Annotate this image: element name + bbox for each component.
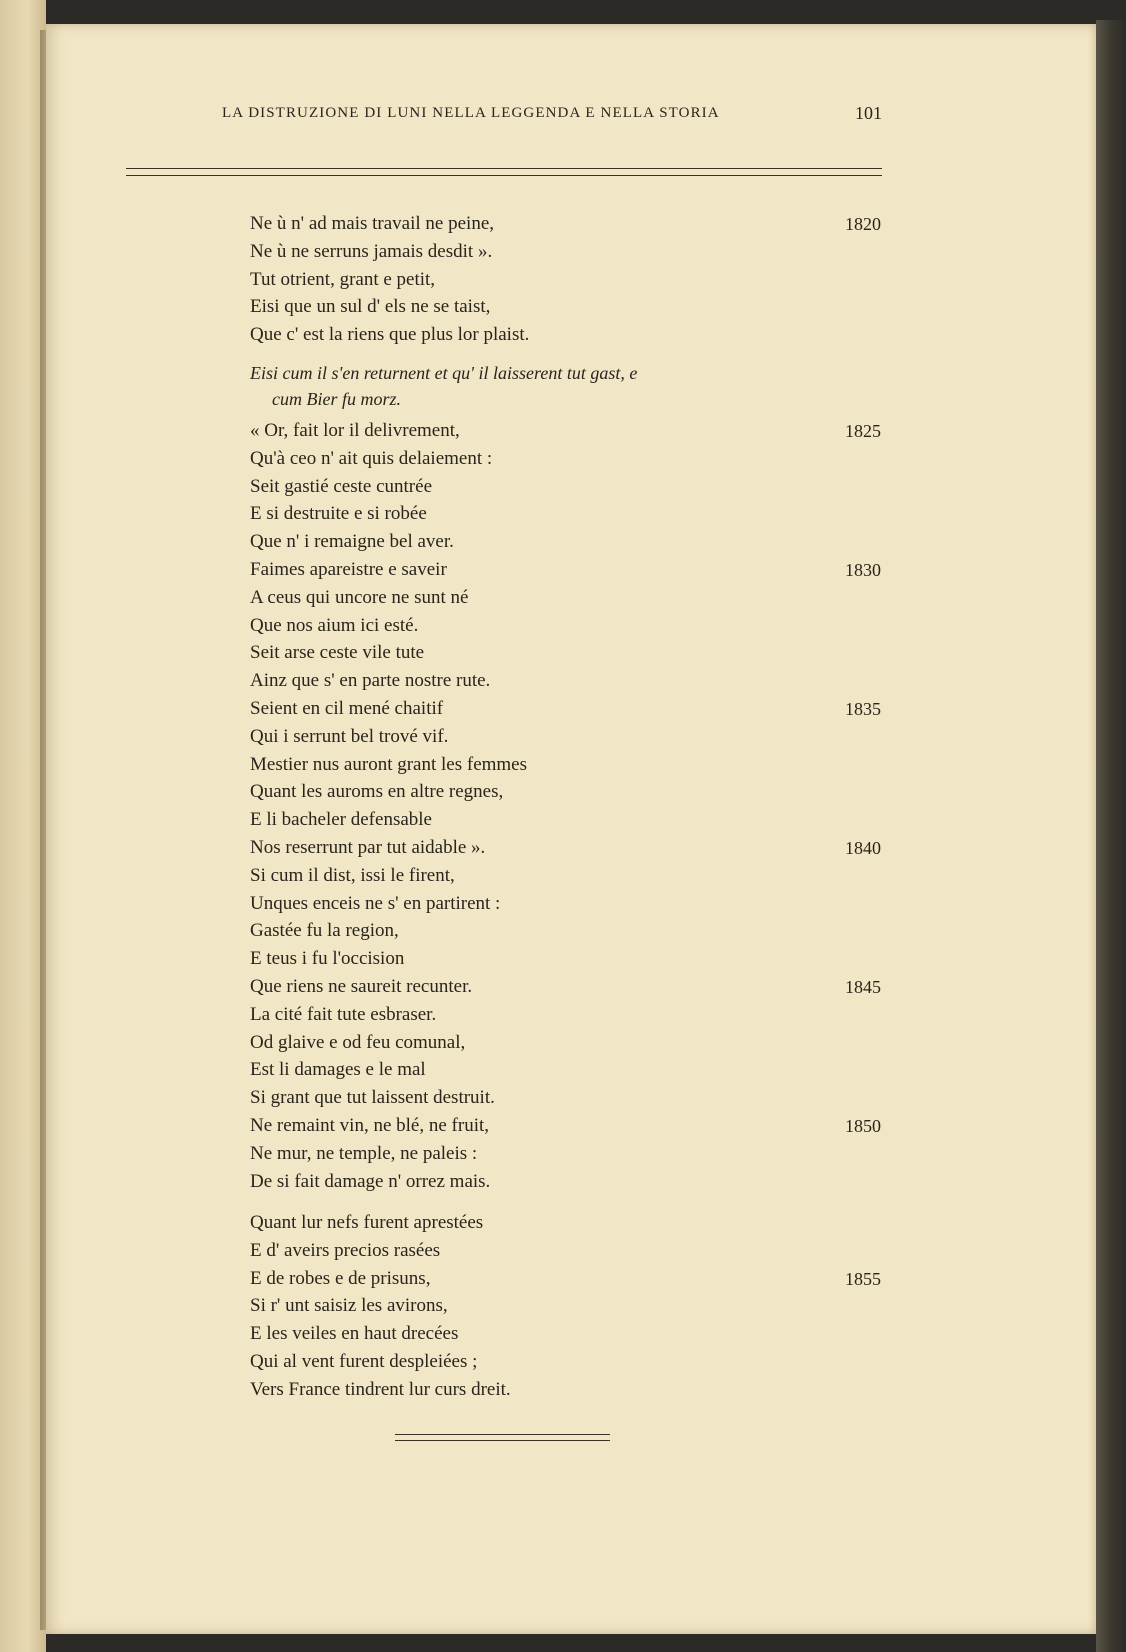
verse-text: Ne remaint vin, ne blé, ne fruit, — [250, 1115, 490, 1136]
verse-text: Quant lur nefs furent aprestées — [250, 1212, 484, 1233]
verse-line — [0, 1057, 1126, 1083]
verse-line — [0, 294, 1126, 320]
page-number: 101 — [855, 103, 882, 123]
verse-text: Qu'à ceo n' ait quis delaiement : — [250, 447, 493, 469]
verse-text: Ne ù n' ad mais travail ne peine, — [250, 213, 495, 234]
verse-line — [0, 529, 1126, 555]
verse-line — [0, 1266, 1126, 1292]
verse-line — [0, 640, 1126, 666]
verse-line — [0, 239, 1126, 265]
verse-line — [0, 863, 1126, 889]
verse-text: Od glaive e od feu comunal, — [250, 1031, 466, 1053]
end-double-rule — [395, 1434, 610, 1441]
verse-line — [0, 501, 1126, 527]
verse-line — [0, 1321, 1126, 1347]
verse-text: Que c' est la riens que plus lor plaist. — [250, 324, 530, 346]
verse-text: Quant les auroms en altre regnes, — [250, 781, 504, 803]
verse-text: Seit gastié ceste cuntrée — [250, 475, 433, 497]
verse-line — [0, 779, 1126, 805]
verse-line — [0, 946, 1126, 972]
verse-line — [0, 1030, 1126, 1056]
verse-line — [0, 918, 1126, 944]
verse-line — [0, 1141, 1126, 1167]
verse-line — [0, 557, 1126, 583]
verse-text: A ceus qui uncore ne sunt né — [250, 586, 469, 608]
verse-text: Que riens ne saureit recunter. — [250, 976, 473, 997]
verse-text: Qui i serrunt bel trové vif. — [250, 725, 449, 747]
line-number: 1855 — [845, 1268, 881, 1289]
verse-text: Si cum il dist, issi le firent, — [250, 864, 455, 886]
verse-line — [0, 891, 1126, 917]
verse-line — [0, 1377, 1126, 1403]
verse-line — [0, 1113, 1126, 1139]
verse-line — [0, 835, 1126, 861]
verse-text: De si fait damage n' orrez mais. — [250, 1170, 491, 1192]
verse-text: Si r' unt saisiz les avirons, — [250, 1295, 448, 1317]
verse-text: Nos reserrunt par tut aidable ». — [250, 837, 486, 858]
verse-text: Seit arse ceste vile tute — [250, 642, 425, 664]
verse-text: E li bacheler defensable — [250, 809, 432, 831]
line-number: 1835 — [845, 699, 881, 719]
verse-text: E d' aveirs precios rasées — [250, 1239, 441, 1261]
verse-text: Qui al vent furent despleiées ; — [250, 1351, 478, 1372]
verse-text: Que nos aium ici esté. — [250, 614, 419, 636]
verse-line — [0, 474, 1126, 500]
page-header — [172, 105, 882, 131]
verse-line — [0, 724, 1126, 750]
verse-text: Ainz que s' en parte nostre rute. — [250, 670, 491, 692]
verse-text: Si grant que tut laissent destruit. — [250, 1087, 495, 1109]
line-number: 1825 — [845, 421, 881, 441]
prose-line-1: Eisi cum il s'en returnent et qu' il laisserent tut gast, e — [250, 363, 638, 383]
verse-line — [0, 752, 1126, 778]
prose-rubric — [250, 360, 810, 412]
verse-line — [0, 974, 1126, 1000]
header-double-rule — [126, 168, 882, 176]
verse-line — [0, 613, 1126, 639]
verse-text: E les veiles en haut drecées — [250, 1323, 459, 1345]
verse-line — [0, 668, 1126, 694]
verse-text: Que n' i remaigne bel aver. — [250, 531, 454, 553]
verse-text: Seient en cil mené chaitif — [250, 698, 444, 719]
verse-line — [0, 585, 1126, 611]
verse-line — [0, 1169, 1126, 1195]
verse-line — [0, 696, 1126, 722]
verse-text: Tut otrient, grant e petit, — [250, 268, 436, 290]
verse-text: E si destruite e si robée — [250, 503, 427, 525]
verse-line — [0, 1238, 1126, 1264]
line-number: 1840 — [845, 838, 881, 858]
verse-line — [0, 211, 1126, 237]
verse-text: E de robes e de prisuns, — [250, 1267, 431, 1289]
verse-text: Unques enceis ne s' en partirent : — [250, 892, 501, 914]
verse-line — [0, 322, 1126, 348]
verse-text: La cité fait tute esbraser. — [250, 1003, 437, 1025]
verse-line — [0, 1210, 1126, 1236]
line-number: 1845 — [845, 977, 881, 997]
verse-line — [0, 1293, 1126, 1319]
verse-line — [0, 1002, 1126, 1028]
verse-text: Faimes apareistre e saveir — [250, 559, 447, 580]
verse-text: E teus i fu l'occision — [250, 948, 405, 970]
line-number: 1820 — [845, 214, 881, 234]
verse-text: Est li damages e le mal — [250, 1059, 426, 1081]
verse-line — [0, 1349, 1126, 1375]
verse-text: Ne ù ne serruns jamais desdit ». — [250, 240, 493, 262]
verse-text: Gastée fu la region, — [250, 920, 399, 942]
line-number: 1830 — [845, 560, 881, 580]
verse-text: Vers France tindrent lur curs dreit. — [250, 1378, 511, 1400]
verse-line — [0, 418, 1126, 444]
verse-line — [0, 446, 1126, 472]
verse-line — [0, 807, 1126, 833]
running-title: LA DISTRUZIONE DI LUNI NELLA LEGGENDA E NELLA STORIA — [222, 105, 720, 121]
verse-line — [0, 1085, 1126, 1111]
verse-line — [0, 267, 1126, 293]
verse-text: Eisi que un sul d' els ne se taist, — [250, 296, 491, 318]
verse-text: Mestier nus auront grant les femmes — [250, 753, 528, 775]
line-number: 1850 — [845, 1116, 881, 1136]
verse-text: « Or, fait lor il delivrement, — [250, 420, 460, 441]
prose-line-2: cum Bier fu morz. — [272, 389, 401, 409]
verse-text: Ne mur, ne temple, ne paleis : — [250, 1142, 478, 1164]
